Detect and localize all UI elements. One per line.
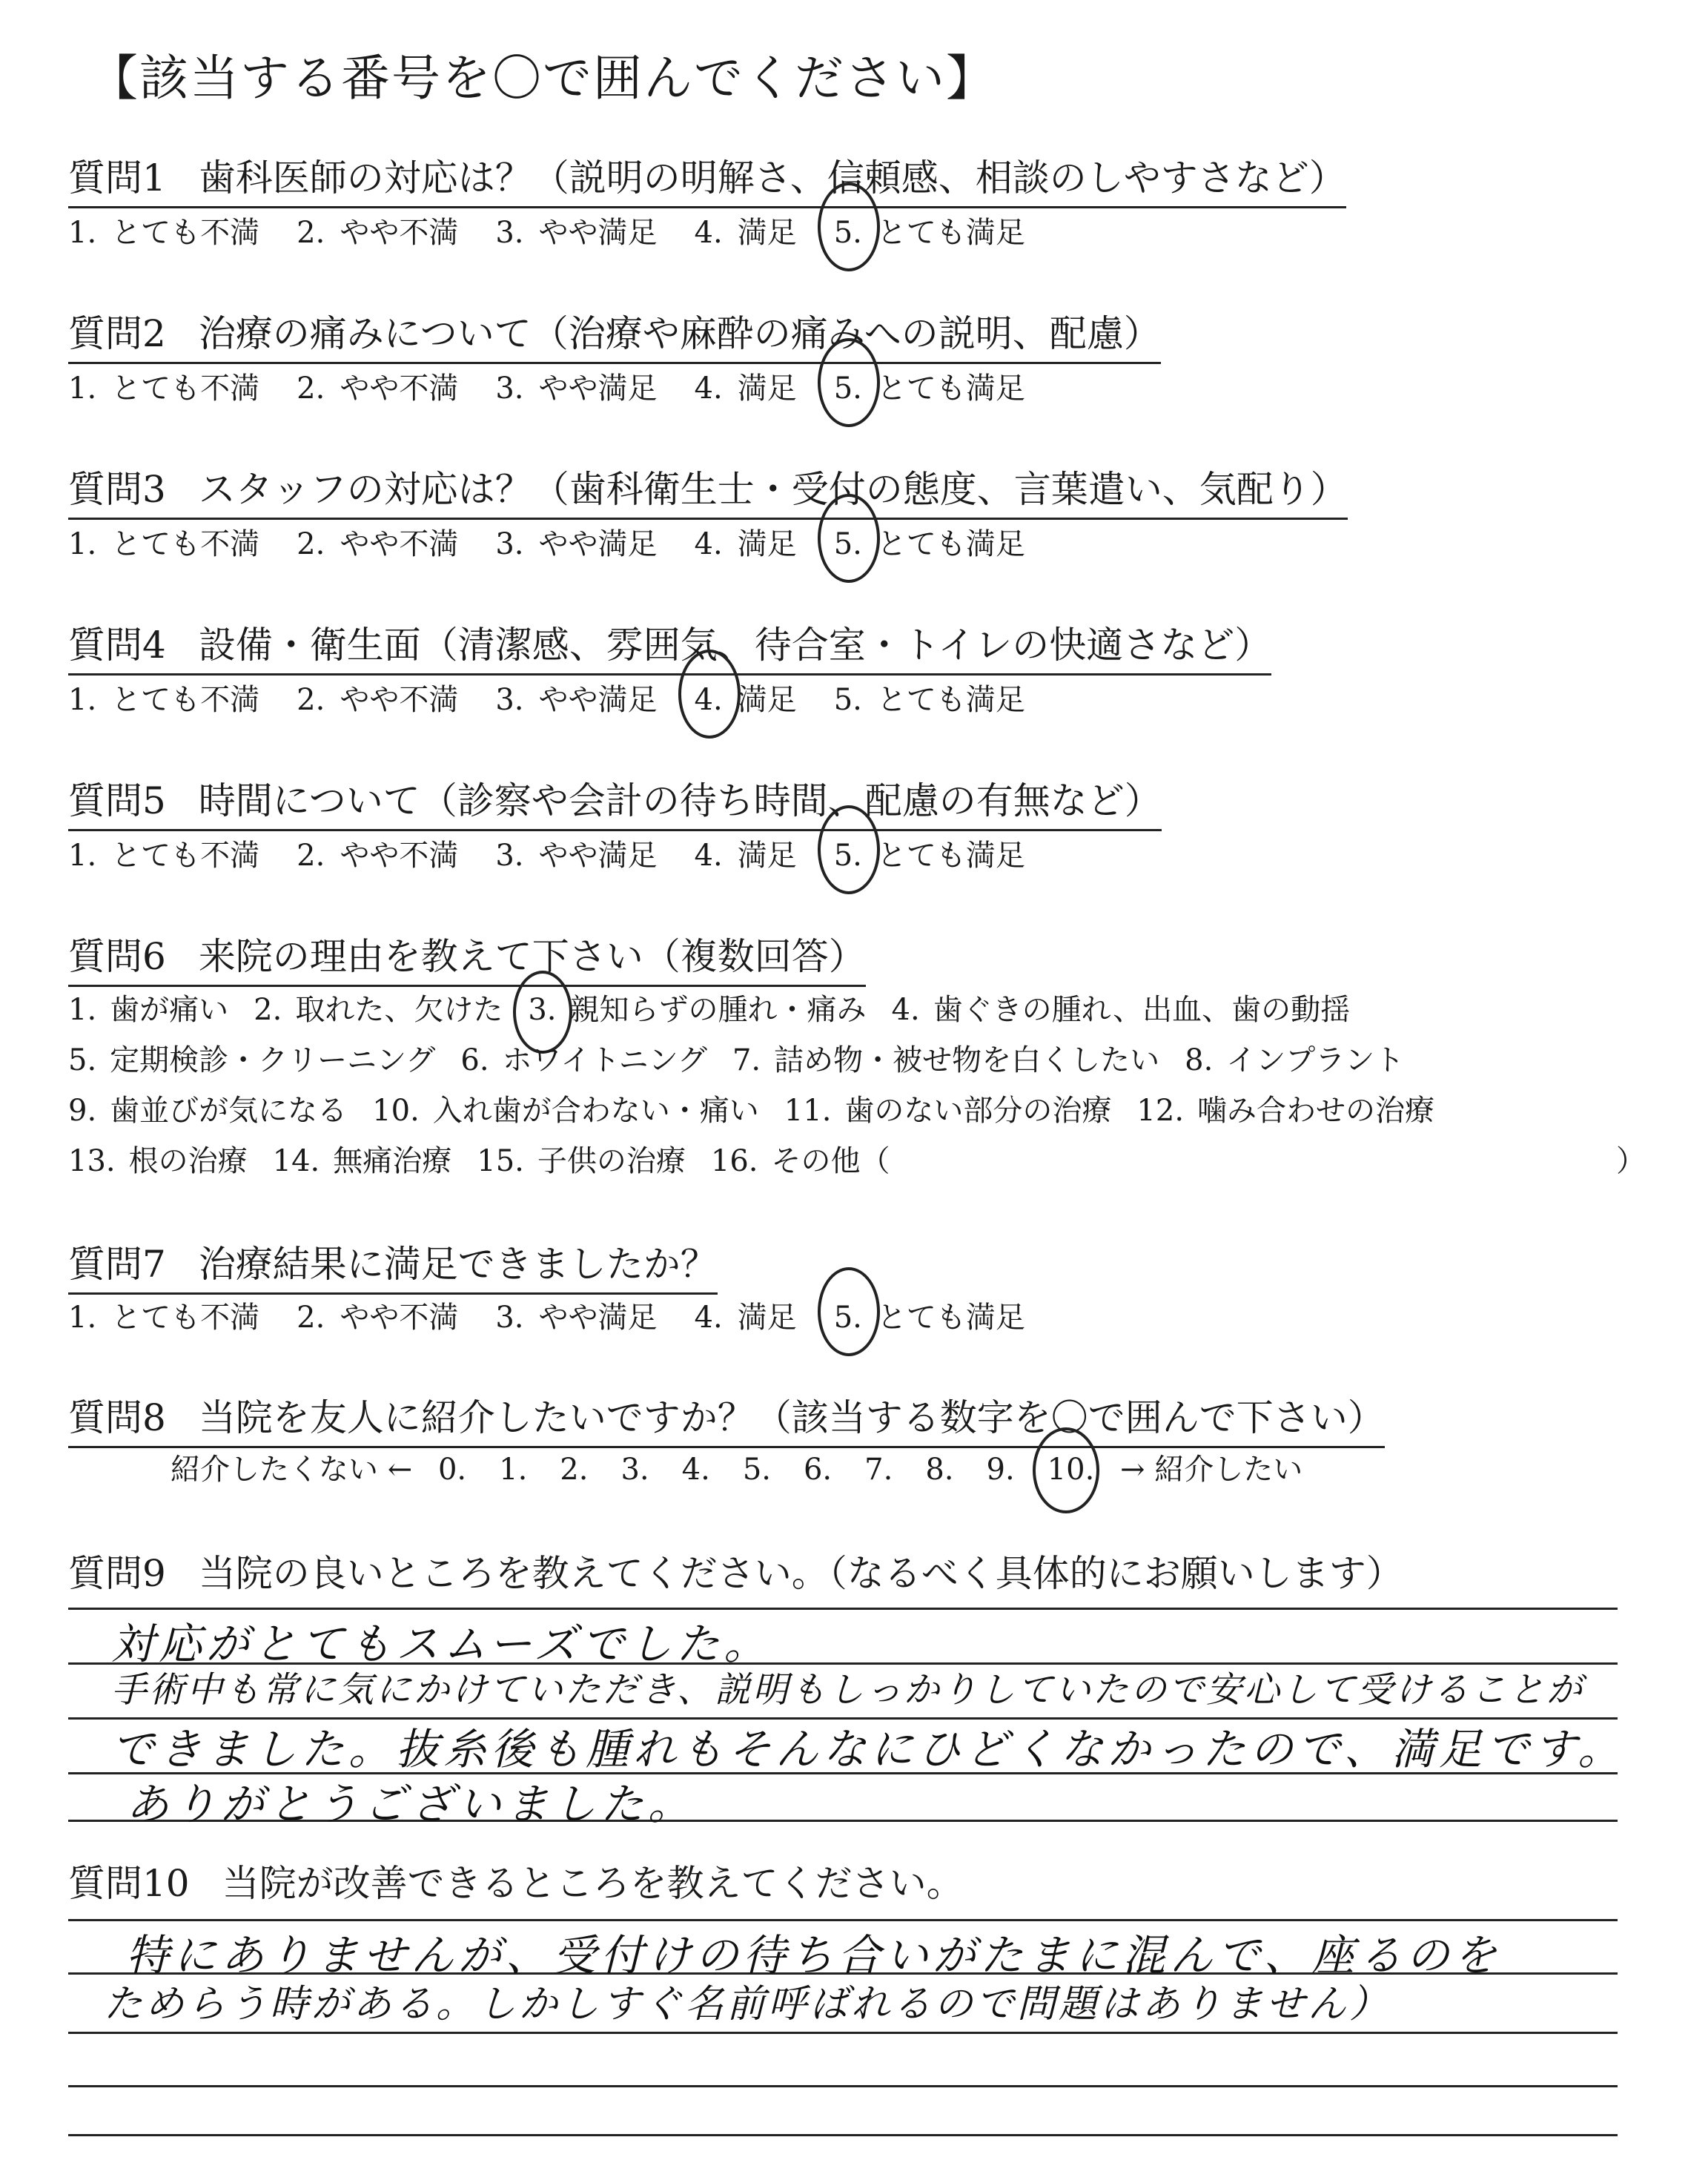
recommend-score-7[interactable]: 7. — [864, 1453, 893, 1487]
question-8-heading — [68, 1388, 1385, 1448]
question-text: 当院が改善できるところを教えてください。 — [222, 1862, 964, 1905]
selected-circle-mark — [678, 650, 741, 739]
option-label: 歯ぐきの腫れ、出血、歯の動揺 — [933, 993, 1351, 1027]
option-number: 5. — [833, 683, 862, 717]
reason-option-3[interactable] — [528, 993, 866, 1027]
selected-circle-mark — [818, 338, 880, 427]
option-number: 1. — [68, 1301, 97, 1335]
option-number: 4. — [694, 1301, 723, 1335]
answer-line — [68, 2085, 1618, 2087]
answer-line — [68, 2032, 1618, 2034]
question-number: 質問8 — [68, 1396, 166, 1439]
reason-option-12[interactable] — [1136, 1094, 1434, 1128]
option-number: 14. — [272, 1144, 320, 1178]
option-label: やや満足 — [538, 683, 658, 717]
question-text: 治療結果に満足できましたか？ — [198, 1243, 718, 1286]
option-3[interactable] — [495, 209, 657, 251]
option-label: やや不満 — [340, 683, 459, 717]
recommend-score-2[interactable]: 2. — [560, 1453, 589, 1487]
selected-circle-mark — [1033, 1427, 1099, 1513]
option-3[interactable] — [495, 676, 657, 719]
left-label: 紹介したくない ← — [171, 1453, 413, 1487]
reason-option-6[interactable] — [460, 1043, 707, 1077]
option-3[interactable] — [495, 832, 657, 874]
option-number: 2. — [297, 683, 325, 717]
option-number: 12. — [1136, 1094, 1185, 1128]
option-label: 取れた、欠けた — [295, 993, 503, 1027]
reason-option-1[interactable] — [68, 993, 228, 1027]
option-label: 満足 — [737, 371, 797, 406]
option-label: やや不満 — [340, 839, 459, 873]
option-number: 3. — [495, 839, 524, 873]
option-number: 15. — [477, 1144, 524, 1178]
option-label: とても満足 — [876, 683, 1025, 717]
question-number: 質問4 — [68, 624, 166, 667]
question-3-heading — [68, 460, 1348, 520]
option-number: 11. — [784, 1094, 832, 1128]
option-2[interactable] — [297, 676, 458, 719]
question-6-options-row-3 — [68, 1087, 1460, 1129]
option-label: とても不満 — [111, 216, 260, 250]
option-number: 1. — [68, 993, 97, 1027]
option-5[interactable] — [834, 209, 1025, 251]
option-label: ホワイトニング — [502, 1043, 707, 1077]
question-number: 質問7 — [68, 1243, 166, 1286]
recommend-score-8[interactable]: 8. — [925, 1453, 954, 1487]
option-label: やや満足 — [538, 527, 658, 561]
recommend-score-5[interactable]: 5. — [742, 1453, 771, 1487]
option-number: 1. — [68, 839, 97, 873]
handwritten-answer-line: 特にありませんが、受付けの待ち合いがたまに混んで、座るのを — [126, 1930, 1501, 1981]
option-label: 無痛治療 — [333, 1144, 452, 1178]
option-number: 4. — [891, 993, 920, 1027]
option-number: 1. — [68, 683, 97, 717]
question-6-options-row-4 — [68, 1137, 916, 1180]
question-number: 質問1 — [68, 156, 166, 199]
recommend-score-4[interactable]: 4. — [681, 1453, 710, 1487]
option-2[interactable] — [297, 832, 458, 874]
option-number: 13. — [68, 1144, 116, 1178]
option-5[interactable] — [834, 521, 1025, 563]
option-2[interactable] — [297, 365, 458, 407]
option-2[interactable] — [297, 521, 458, 563]
option-number: 3. — [495, 1301, 524, 1335]
option-number: 5. — [833, 527, 862, 561]
option-label: とても不満 — [111, 527, 260, 561]
option-3[interactable] — [495, 365, 657, 407]
handwritten-answer-line: できました。抜糸後も腫れもそんなにひどくなかったので、満足です。 — [111, 1724, 1626, 1774]
option-number: 5. — [833, 839, 862, 873]
option-number: 8. — [1185, 1043, 1214, 1077]
option-5[interactable] — [834, 832, 1025, 874]
option-label: とても満足 — [876, 1301, 1025, 1335]
option-label: やや満足 — [538, 1301, 658, 1335]
option-number: 6. — [460, 1043, 489, 1077]
question-number: 質問2 — [68, 312, 166, 355]
option-label: 満足 — [737, 839, 797, 873]
option-label: 詰め物・被せ物を白くしたい — [774, 1043, 1160, 1077]
scale-values — [422, 1453, 1110, 1487]
option-number: 10. — [372, 1094, 420, 1128]
option-number: 2. — [297, 216, 325, 250]
option-label: 歯が痛い — [110, 993, 229, 1027]
question-10-heading — [68, 1854, 964, 1907]
question-text: 当院の良いところを教えてください。（なるべく具体的にお願いします） — [198, 1552, 1403, 1595]
option-label: とても不満 — [111, 683, 260, 717]
question-6-options-row-2 — [68, 1037, 1429, 1079]
question-2-options — [68, 365, 1062, 407]
question-text: 時間について（診察や会計の待ち時間、配慮の有無など） — [198, 779, 1162, 822]
option-label: とても満足 — [876, 839, 1025, 873]
recommend-score-10[interactable]: 10. — [1047, 1453, 1095, 1487]
option-1[interactable] — [68, 521, 259, 563]
question-number: 質問9 — [68, 1552, 166, 1595]
reason-option-15[interactable] — [477, 1144, 686, 1178]
option-number: 3. — [495, 527, 524, 561]
question-3-options — [68, 521, 1062, 563]
question-number: 質問5 — [68, 779, 166, 822]
option-number: 2. — [297, 371, 325, 406]
question-text: 治療の痛みについて（治療や麻酔の痛みへの説明、配慮） — [198, 312, 1161, 355]
reason-option-9[interactable] — [68, 1094, 347, 1128]
option-label: とても不満 — [111, 1301, 260, 1335]
option-label: 子供の治療 — [537, 1144, 686, 1178]
question-1-options — [68, 209, 1062, 251]
option-4[interactable] — [695, 365, 797, 407]
reason-option-16[interactable] — [711, 1144, 890, 1178]
option-2[interactable] — [297, 1294, 458, 1336]
option-number: 7. — [732, 1043, 761, 1077]
right-label: → 紹介したい — [1120, 1453, 1303, 1487]
option-5[interactable] — [834, 1294, 1025, 1336]
question-5-heading — [68, 771, 1162, 831]
question-7-options — [68, 1294, 1062, 1336]
recommend-score-9[interactable]: 9. — [986, 1453, 1015, 1487]
reason-option-14[interactable] — [273, 1144, 452, 1178]
option-label: とても満足 — [876, 371, 1025, 406]
option-4[interactable] — [695, 1294, 797, 1336]
option-number: 16. — [710, 1144, 758, 1178]
option-number: 2. — [297, 839, 325, 873]
option-1[interactable] — [68, 365, 259, 407]
option-label: やや満足 — [538, 216, 658, 250]
recommend-score-1[interactable]: 1. — [499, 1453, 528, 1487]
selected-circle-mark — [818, 182, 880, 271]
option-4[interactable] — [695, 676, 797, 719]
recommend-score-6[interactable]: 6. — [803, 1453, 833, 1487]
question-4-options — [68, 676, 1062, 719]
reason-option-4[interactable] — [892, 993, 1351, 1027]
question-text: スタッフの対応は？（歯科衛生士・受付の態度、言葉遣い、気配り） — [198, 468, 1348, 511]
reason-option-13[interactable] — [68, 1144, 248, 1178]
question-6-heading — [68, 927, 866, 987]
reason-option-2[interactable] — [254, 993, 503, 1027]
answer-line — [68, 2134, 1618, 2136]
option-label: やや不満 — [340, 216, 459, 250]
reason-option-11[interactable] — [784, 1094, 1112, 1128]
option-label: 歯のない部分の治療 — [844, 1094, 1112, 1128]
option-number: 4. — [694, 683, 723, 717]
option-label: やや満足 — [538, 371, 658, 406]
option-number: 1. — [68, 371, 97, 406]
option-4[interactable] — [695, 832, 797, 874]
option-number: 4. — [694, 839, 723, 873]
recommend-score-0[interactable]: 0. — [437, 1453, 467, 1487]
option-label: 満足 — [737, 683, 797, 717]
option-label: 根の治療 — [128, 1144, 248, 1178]
option-number: 3. — [495, 216, 524, 250]
option-number: 5. — [833, 1301, 862, 1335]
option-label: とても不満 — [111, 371, 260, 406]
option-number: 1. — [68, 527, 97, 561]
option-label: 満足 — [737, 216, 797, 250]
option-2[interactable] — [297, 209, 458, 251]
reason-option-5[interactable] — [68, 1043, 435, 1077]
option-number: 9. — [68, 1094, 97, 1128]
option-label: やや不満 — [340, 371, 459, 406]
reason-option-10[interactable] — [372, 1094, 759, 1128]
option-label: 満足 — [737, 527, 797, 561]
reason-option-7[interactable] — [732, 1043, 1159, 1077]
question-text: 当院を友人に紹介したいですか？（該当する数字を〇で囲んで下さい） — [198, 1396, 1385, 1439]
option-1[interactable] — [68, 1294, 259, 1336]
question-number: 質問10 — [68, 1862, 190, 1905]
option-number: 4. — [694, 371, 723, 406]
question-text: 歯科医師の対応は？（説明の明解さ、信頼感、相談のしやすさなど） — [198, 156, 1346, 199]
question-text: 設備・衛生面（清潔感、雰囲気、待合室・トイレの快適さなど） — [198, 624, 1272, 667]
selected-circle-mark — [818, 494, 880, 583]
option-number: 2. — [297, 1301, 325, 1335]
option-5[interactable] — [834, 365, 1025, 407]
option-1[interactable] — [68, 209, 259, 251]
question-6-options-row-1 — [68, 986, 1375, 1028]
question-7-heading — [68, 1235, 718, 1295]
question-number: 質問6 — [68, 935, 166, 978]
option-3[interactable] — [495, 1294, 657, 1336]
option-number: 5. — [68, 1043, 97, 1077]
question-text: 来院の理由を教えて下さい（複数回答） — [198, 935, 866, 978]
handwritten-answer-line: 対応がとてもスムーズでした。 — [111, 1619, 772, 1669]
question-number: 質問3 — [68, 468, 166, 511]
question-1-heading — [68, 148, 1346, 208]
option-label: とても満足 — [876, 216, 1025, 250]
option-number: 3. — [495, 371, 524, 406]
option-1[interactable] — [68, 676, 259, 719]
option-number: 3. — [495, 683, 524, 717]
question-4-heading — [68, 615, 1271, 676]
handwritten-answer-line: ありがとうございました。 — [126, 1779, 696, 1829]
option-label: とても不満 — [111, 839, 260, 873]
option-label: 歯並びが気になる — [110, 1094, 348, 1128]
selected-circle-mark — [818, 1267, 880, 1356]
option-label: 定期検診・クリーニング — [110, 1043, 436, 1077]
option-label: 満足 — [737, 1301, 797, 1335]
question-5-options — [68, 832, 1062, 874]
handwritten-answer-line: 手術中も常に気にかけていただき、説明もしっかりしていたので安心して受けることが — [111, 1669, 1585, 1711]
recommend-score-3[interactable]: 3. — [620, 1453, 649, 1487]
option-number: 2. — [254, 993, 282, 1027]
option-number: 3. — [528, 993, 557, 1027]
other-close-paren: ） — [1616, 1144, 1646, 1178]
option-label: 親知らずの腫れ・痛み — [569, 993, 867, 1027]
page-title: 【該当する番号を〇で囲んでください】 — [89, 50, 996, 107]
handwritten-answer-line: ためらう時がある。しかしすぐ名前呼ばれるので問題はありません） — [104, 1982, 1391, 2027]
selected-circle-mark — [818, 805, 880, 894]
option-number: 5. — [833, 216, 862, 250]
option-label: やや不満 — [340, 1301, 459, 1335]
option-label: やや満足 — [538, 839, 658, 873]
option-number: 4. — [694, 527, 723, 561]
option-label: 噛み合わせの治療 — [1197, 1094, 1435, 1128]
option-label: その他（ — [771, 1144, 890, 1178]
question-9-heading — [68, 1544, 1403, 1597]
option-4[interactable] — [695, 521, 797, 563]
option-label: 入れ歯が合わない・痛い — [432, 1094, 759, 1128]
reason-option-8[interactable] — [1185, 1043, 1404, 1077]
option-label: とても満足 — [876, 527, 1025, 561]
option-number: 2. — [297, 527, 325, 561]
question-2-heading — [68, 304, 1161, 364]
option-3[interactable] — [495, 521, 657, 563]
option-number: 1. — [68, 216, 97, 250]
option-label: インプラント — [1226, 1043, 1405, 1077]
option-4[interactable] — [695, 209, 797, 251]
question-8-scale — [171, 1446, 1302, 1488]
option-1[interactable] — [68, 832, 259, 874]
option-5[interactable] — [834, 676, 1025, 719]
option-number: 4. — [694, 216, 723, 250]
option-number: 5. — [833, 371, 862, 406]
option-label: やや不満 — [340, 527, 459, 561]
